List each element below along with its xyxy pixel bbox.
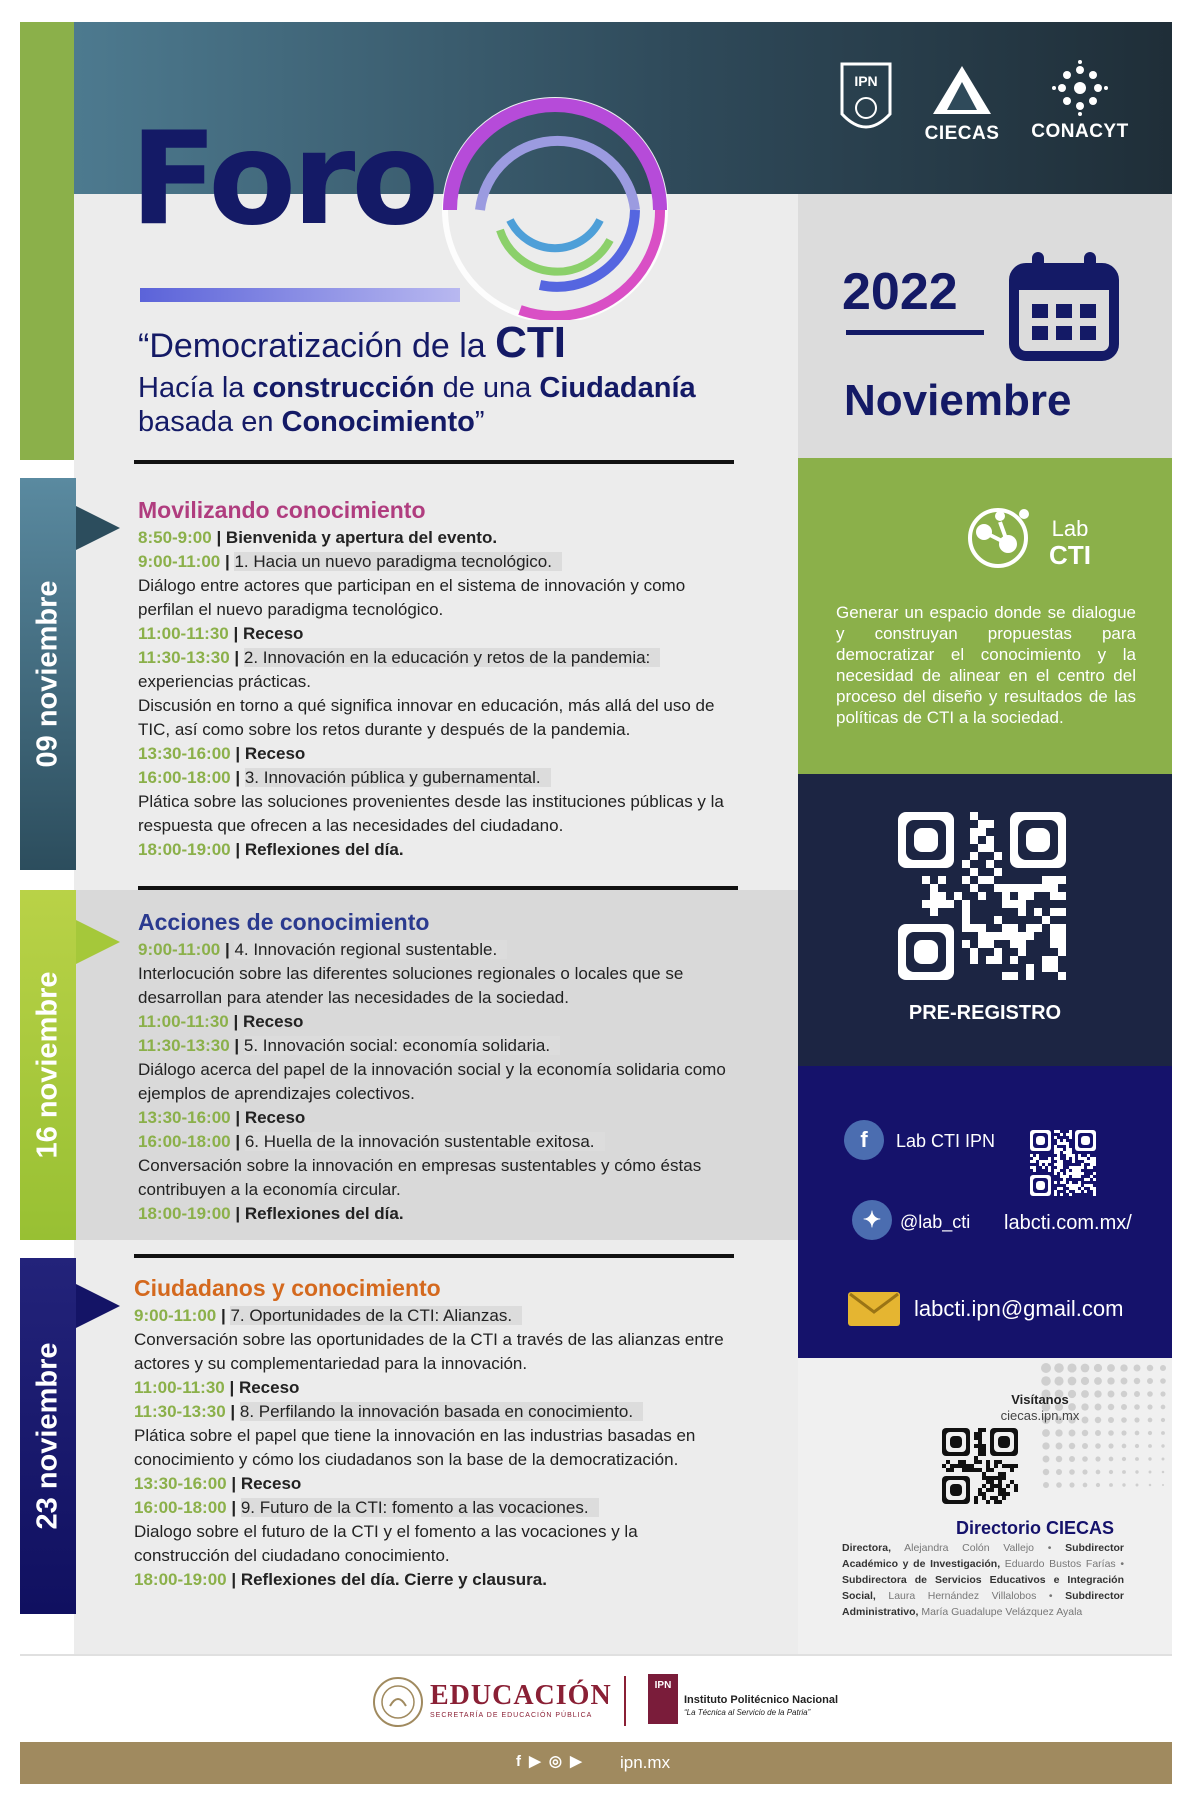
session-title: 2. Innovación en la educación y retos de la pandemia: — [244, 648, 660, 667]
session-time: 16:00-18:00 — [138, 1132, 231, 1151]
session-title: 8. Perfilando la innovación basada en conocimiento. — [240, 1402, 643, 1421]
year-rule — [846, 330, 984, 335]
subtitle-line1 — [138, 318, 566, 368]
directory-role: Subdirector Administrativo, — [842, 1590, 1124, 1618]
ipn-name: Instituto Politécnico Nacional — [684, 1694, 839, 1706]
break-row — [138, 526, 738, 550]
tab-arrow — [76, 506, 120, 550]
directory-role: Directora, — [842, 1542, 892, 1554]
session-description: Conversación sobre la innovación en empresas sustentables y cómo éstas contribuyen a la economía circular. — [138, 1156, 702, 1199]
subtitle-part: de una — [434, 372, 540, 404]
session-description: Plática sobre las soluciones provenientes desde las instituciones públicas y la respuesta que ofrecen a las necesidades del ciudadano. — [138, 792, 724, 835]
lab-text: Lab — [1051, 516, 1089, 541]
break-label: Reflexiones del día. — [244, 840, 404, 859]
session-time: 9:00-11:00 — [138, 940, 221, 959]
svg-text:IPN: IPN — [854, 73, 878, 89]
ciecas-qr-code[interactable] — [942, 1428, 1018, 1504]
twitter-link[interactable]: @lab_cti — [900, 1212, 971, 1232]
conacyt-label: CONACYT — [1031, 121, 1129, 142]
directory-text — [842, 1540, 1124, 1620]
program-day1 — [138, 496, 738, 862]
break-row — [138, 742, 738, 766]
break-label: Reflexiones del día. — [244, 1204, 404, 1223]
ipn-motto: “La Técnica al Servicio de la Patria” — [684, 1708, 811, 1717]
ipn-logo — [836, 60, 896, 145]
time-separator: | — [228, 624, 243, 643]
title-underline — [140, 288, 460, 302]
session-time: 9:00-11:00 — [134, 1306, 217, 1325]
subtitle-line2 — [138, 372, 696, 405]
time-separator: | — [230, 768, 245, 787]
time-separator: | — [220, 552, 235, 571]
session-description: Conversación sobre las oportunidades de la CTI a través de las alianzas entre actores y su complementariedad para la innovación. — [134, 1330, 724, 1373]
sep-subtitle: SECRETARÍA DE EDUCACIÓN PÚBLICA — [430, 1712, 593, 1719]
session-time: 18:00-19:00 — [134, 1570, 227, 1589]
date-tab-09 — [20, 478, 76, 870]
session-description: experiencias prácticas. — [138, 672, 311, 691]
subtitle-part: basada en — [138, 406, 282, 438]
session-description: Dialogo sobre el futuro de la CTI y el fomento a las vocaciones y la construcción del ciudadano conocimiento. — [134, 1522, 638, 1565]
time-separator: | — [230, 744, 245, 763]
time-separator: | — [230, 840, 245, 859]
session-time: 16:00-18:00 — [138, 768, 231, 787]
ciecas-label: CIECAS — [924, 123, 1000, 144]
sep-title: EDUCACIÓN — [430, 1680, 612, 1711]
labcti-molecule-icon — [960, 492, 1130, 582]
mail-icon[interactable] — [848, 1292, 900, 1326]
session-time: 11:30-13:30 — [138, 1036, 230, 1055]
session-description: Diálogo acerca del papel de la innovación social y la economía solidaria como ejemplos de aprendizajes colectivos. — [138, 1060, 726, 1103]
website-link[interactable]: labcti.com.mx/ — [1004, 1212, 1132, 1234]
time-separator: | — [230, 1204, 245, 1223]
session-title: 1. Hacia un nuevo paradigma tecnológico. — [234, 552, 562, 571]
time-separator: | — [220, 940, 235, 959]
time-separator: | — [211, 528, 226, 547]
session-time: 11:00-11:30 — [138, 624, 229, 643]
facebook-icon[interactable]: f — [844, 1120, 884, 1160]
session-title: 6. Huella de la innovación sustentable exitosa. — [245, 1132, 605, 1151]
session-time: 18:00-19:00 — [138, 1204, 231, 1223]
footer-divider — [20, 1654, 1172, 1656]
directory-person: Laura Hernández Villalobos • — [875, 1590, 1066, 1602]
labcti-description: Generar un espacio donde se dialogue y construyan propuestas para democratizar el conocimiento y la necesidad de alinear en el centro del proceso del diseño y resultados de las políticas de CTI a la sociedad. — [836, 603, 1136, 727]
break-row — [134, 1568, 734, 1592]
subtitle-part: Conocimiento — [281, 406, 475, 438]
date-label: 16 noviembre — [31, 971, 64, 1159]
session-title: 9. Futuro de la CTI: fomento a las vocaciones. — [241, 1498, 599, 1517]
session-time: 18:00-19:00 — [138, 840, 231, 859]
tab-arrow — [76, 1284, 120, 1328]
date-tab-16 — [20, 890, 76, 1240]
program-heading: Ciudadanos y conocimiento — [134, 1275, 441, 1301]
halftone-dots — [1040, 1362, 1170, 1492]
session-time: 16:00-18:00 — [134, 1498, 227, 1517]
break-row — [138, 1106, 738, 1130]
session-time: 13:30-16:00 — [134, 1474, 227, 1493]
facebook-link[interactable]: Lab CTI IPN — [896, 1131, 996, 1151]
session-description: Plática sobre el papel que tiene la innovación en las industrias basadas en conocimiento y cómo los ciudadanos son la base de la democratización. — [134, 1426, 696, 1469]
break-row — [134, 1472, 734, 1496]
session-description: Discusión en torno a qué significa innovar en educación, más allá del uso de TIC, así como sobre los retos durante y después de la pandemia. — [138, 696, 715, 739]
break-label: Receso — [242, 1012, 304, 1031]
divider — [138, 886, 738, 890]
divider — [134, 1254, 734, 1258]
time-separator: | — [226, 1474, 241, 1493]
session-description: Diálogo entre actores que participan en el sistema de innovación y como perfilan el nuevo paradigma tecnológico. — [138, 576, 686, 619]
break-label: Receso — [244, 1108, 306, 1127]
ipn-shield-icon — [838, 60, 894, 140]
directory-person: María Guadalupe Velázquez Ayala — [918, 1606, 1083, 1618]
break-label: Receso — [240, 1474, 302, 1493]
time-separator: | — [225, 1402, 240, 1421]
preregistro-qr-code[interactable] — [898, 812, 1068, 982]
time-separator: | — [230, 1132, 245, 1151]
time-separator: | — [226, 1570, 241, 1589]
session-time: 11:30-13:30 — [138, 648, 230, 667]
logo-divider — [624, 1676, 626, 1726]
preregistro-label[interactable]: PRE-REGISTRO — [908, 1002, 1062, 1024]
labcti-logo — [960, 492, 1130, 587]
time-separator: | — [228, 1012, 243, 1031]
email-link[interactable]: labcti.ipn@gmail.com — [914, 1296, 1124, 1321]
twitter-icon[interactable]: ✦ — [852, 1200, 892, 1240]
break-row — [138, 622, 738, 646]
session-time: 11:00-11:30 — [134, 1378, 225, 1397]
bottom-bar — [20, 1742, 1172, 1784]
tab-arrow — [76, 920, 120, 964]
conacyt-logo — [1020, 60, 1140, 143]
directory-person: Alejandra Colón Vallejo • — [891, 1542, 1066, 1554]
event-title: Foro — [130, 105, 436, 254]
break-label: Reflexiones del día. Cierre y clausura. — [240, 1570, 547, 1589]
visit-title: Visítanos — [1011, 1392, 1069, 1407]
time-separator: | — [216, 1306, 231, 1325]
ipn-badge-icon: IPN — [648, 1674, 678, 1724]
session-row — [138, 646, 738, 670]
time-separator: | — [229, 648, 244, 667]
social-icons[interactable]: f ▶ ◎ ▶ — [516, 1753, 584, 1770]
break-label: Receso — [244, 744, 306, 763]
subtitle-part: Hacía la — [138, 372, 253, 404]
date-label: 23 noviembre — [31, 1342, 64, 1530]
directory-role: Subdirectora de Servicios Educativos e Integración Social, — [842, 1574, 1124, 1602]
subtitle-cti: CTI — [495, 318, 567, 367]
date-tab-23 — [20, 1258, 76, 1614]
subtitle-part: de la — [402, 327, 496, 365]
break-label: Receso — [238, 1378, 300, 1397]
time-separator: | — [230, 1108, 245, 1127]
ciecas-triangle-icon — [927, 62, 997, 118]
break-label: Bienvenida y apertura del evento. — [225, 528, 498, 547]
calendar-icon — [1008, 250, 1120, 362]
session-description: Interlocución sobre las diferentes soluciones regionales o locales que se desarrollan para atender las necesidades de la sociedad. — [138, 964, 684, 1007]
subtitle-part: construcción — [252, 372, 435, 404]
directory-person: Eduardo Bustos Farías • — [1000, 1558, 1124, 1570]
session-title: 5. Innovación social: economía solidaria. — [244, 1036, 560, 1055]
session-row — [138, 938, 738, 962]
time-separator: | — [224, 1378, 239, 1397]
break-label: Receso — [242, 624, 304, 643]
session-row — [134, 1400, 734, 1424]
program-heading: Movilizando conocimiento — [138, 497, 426, 523]
session-time: 11:30-13:30 — [134, 1402, 226, 1421]
break-row — [138, 838, 738, 862]
ciecas-logo — [922, 62, 1002, 145]
cti-text: CTI — [1049, 540, 1091, 570]
month-label: Noviembre — [844, 376, 1072, 425]
divider — [134, 460, 734, 464]
session-title: 3. Innovación pública y gubernamental. — [245, 768, 551, 787]
mexico-seal-icon — [372, 1676, 424, 1728]
session-row — [134, 1304, 734, 1328]
session-time: 8:50-9:00 — [138, 528, 212, 547]
ipn-url[interactable]: ipn.mx — [620, 1753, 671, 1772]
time-separator: | — [229, 1036, 244, 1055]
program-day2 — [138, 908, 738, 1226]
session-row — [138, 766, 738, 790]
program-heading: Acciones de conocimiento — [138, 909, 430, 935]
swirl-graphic — [420, 70, 710, 320]
subtitle-part: “Democratización — [138, 327, 403, 365]
left-green-strip — [20, 22, 74, 460]
program-day3 — [134, 1274, 734, 1592]
session-time: 13:30-16:00 — [138, 744, 231, 763]
date-label: 09 noviembre — [31, 580, 64, 768]
session-row — [138, 550, 738, 574]
break-row — [134, 1376, 734, 1400]
conacyt-dots-icon — [1050, 60, 1110, 116]
envelope-icon — [848, 1292, 900, 1326]
subtitle-part: Ciudadanía — [539, 372, 696, 404]
time-separator: | — [226, 1498, 241, 1517]
subtitle-line3 — [138, 406, 485, 439]
subtitle-part: ” — [474, 406, 485, 438]
session-row — [138, 1034, 738, 1058]
break-row — [138, 1010, 738, 1034]
contact-qr-code[interactable] — [1030, 1130, 1096, 1196]
session-time: 13:30-16:00 — [138, 1108, 231, 1127]
session-time: 9:00-11:00 — [138, 552, 221, 571]
break-row — [138, 1202, 738, 1226]
directory-role: Subdirector Académico y de Investigación, — [842, 1542, 1124, 1570]
session-time: 11:00-11:30 — [138, 1012, 229, 1031]
year-label: 2022 — [842, 263, 958, 321]
session-title: 4. Innovación regional sustentable. — [234, 940, 507, 959]
session-row — [134, 1496, 734, 1520]
directory-title: Directorio CIECAS — [955, 1518, 1115, 1538]
visit-url[interactable]: ciecas.ipn.mx — [1000, 1408, 1080, 1423]
session-row — [138, 1130, 738, 1154]
session-title: 7. Oportunidades de la CTI: Alianzas. — [230, 1306, 522, 1325]
